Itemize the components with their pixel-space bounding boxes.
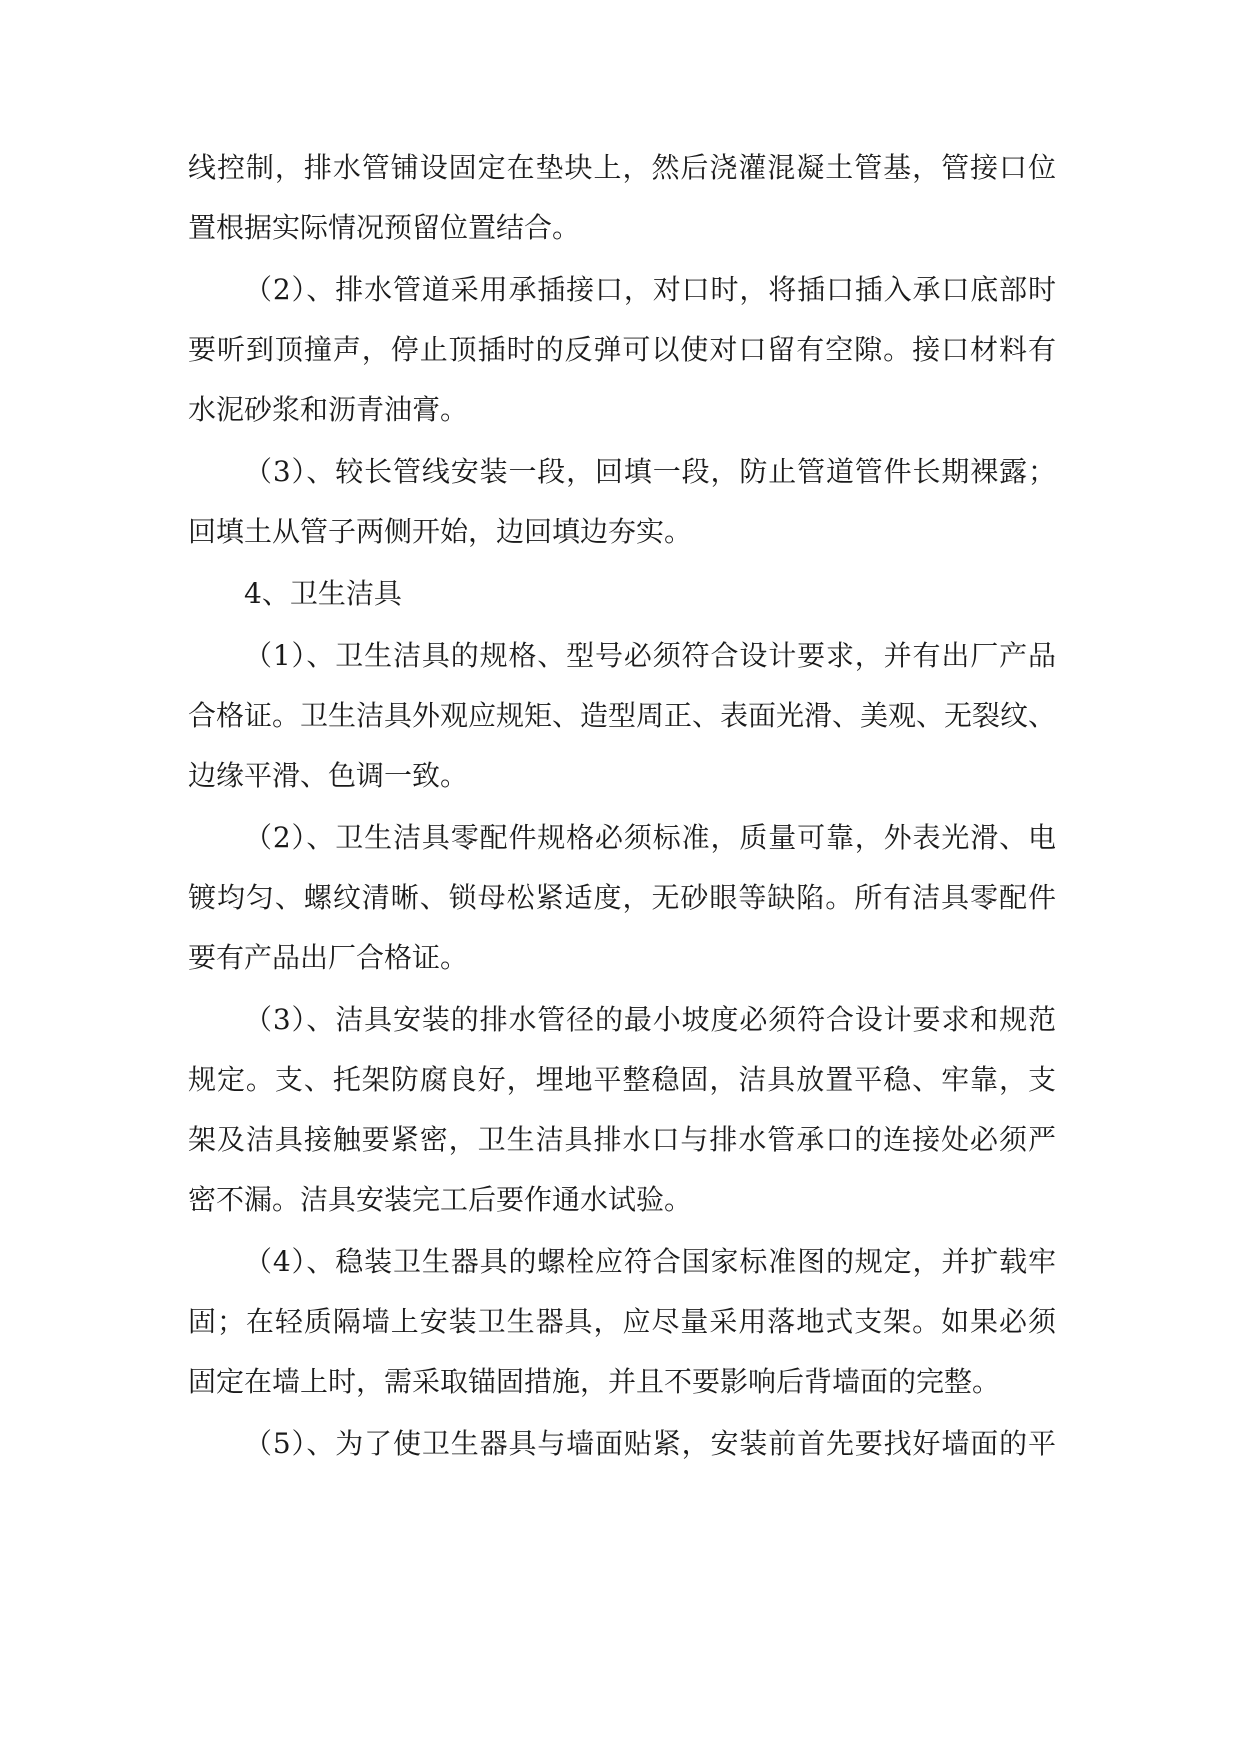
- text-line: （5）、为了使卫生器具与墙面贴紧，安装前首先要找好墙面的平: [244, 1427, 1056, 1460]
- text-line: （3）、较长管线安装一段，回填一段，防止管道管件长期裸露；: [244, 455, 1056, 488]
- text-line: 要听到顶撞声，停止顶插时的反弹可以使对口留有空隙。接口材料有: [188, 333, 1056, 366]
- text-line: 置根据实际情况预留位置结合。: [188, 211, 581, 244]
- text-line: 镀均匀、螺纹清晰、锁母松紧适度，无砂眼等缺陷。所有洁具零配件: [188, 881, 1056, 914]
- text-line: （3）、洁具安装的排水管径的最小坡度必须符合设计要求和规范: [244, 1003, 1056, 1036]
- text-line: （4）、稳装卫生器具的螺栓应符合国家标准图的规定，并扩载牢: [244, 1245, 1056, 1278]
- text-line: （1）、卫生洁具的规格、型号必须符合设计要求，并有出厂产品: [244, 639, 1056, 672]
- text-line: 固定在墙上时，需采取锚固措施，并且不要影响后背墙面的完整。: [188, 1365, 1001, 1398]
- text-line: 水泥砂浆和沥青油膏。: [188, 393, 469, 426]
- text-line: 回填土从管子两侧开始，边回填边夯实。: [188, 515, 693, 548]
- text-line: 密不漏。洁具安装完工后要作通水试验。: [188, 1183, 693, 1216]
- section-heading: 4、卫生洁具: [244, 577, 402, 610]
- text-line: 固；在轻质隔墙上安装卫生器具，应尽量采用落地式支架。如果必须: [188, 1305, 1056, 1338]
- text-line: 要有产品出厂合格证。: [188, 941, 469, 974]
- text-line: 边缘平滑、色调一致。: [188, 759, 469, 792]
- text-line: 合格证。卫生洁具外观应规矩、造型周正、表面光滑、美观、无裂纹、: [188, 699, 1057, 732]
- text-line: 架及洁具接触要紧密，卫生洁具排水口与排水管承口的连接处必须严: [188, 1123, 1056, 1156]
- text-line: （2）、排水管道采用承插接口，对口时，将插口插入承口底部时: [244, 273, 1056, 306]
- text-line: 规定。支、托架防腐良好，埋地平整稳固，洁具放置平稳、牢靠，支: [188, 1063, 1056, 1096]
- text-line: （2）、卫生洁具零配件规格必须标准，质量可靠，外表光滑、电: [244, 821, 1056, 854]
- text-line: 线控制，排水管铺设固定在垫块上，然后浇灌混凝土管基，管接口位: [188, 151, 1056, 184]
